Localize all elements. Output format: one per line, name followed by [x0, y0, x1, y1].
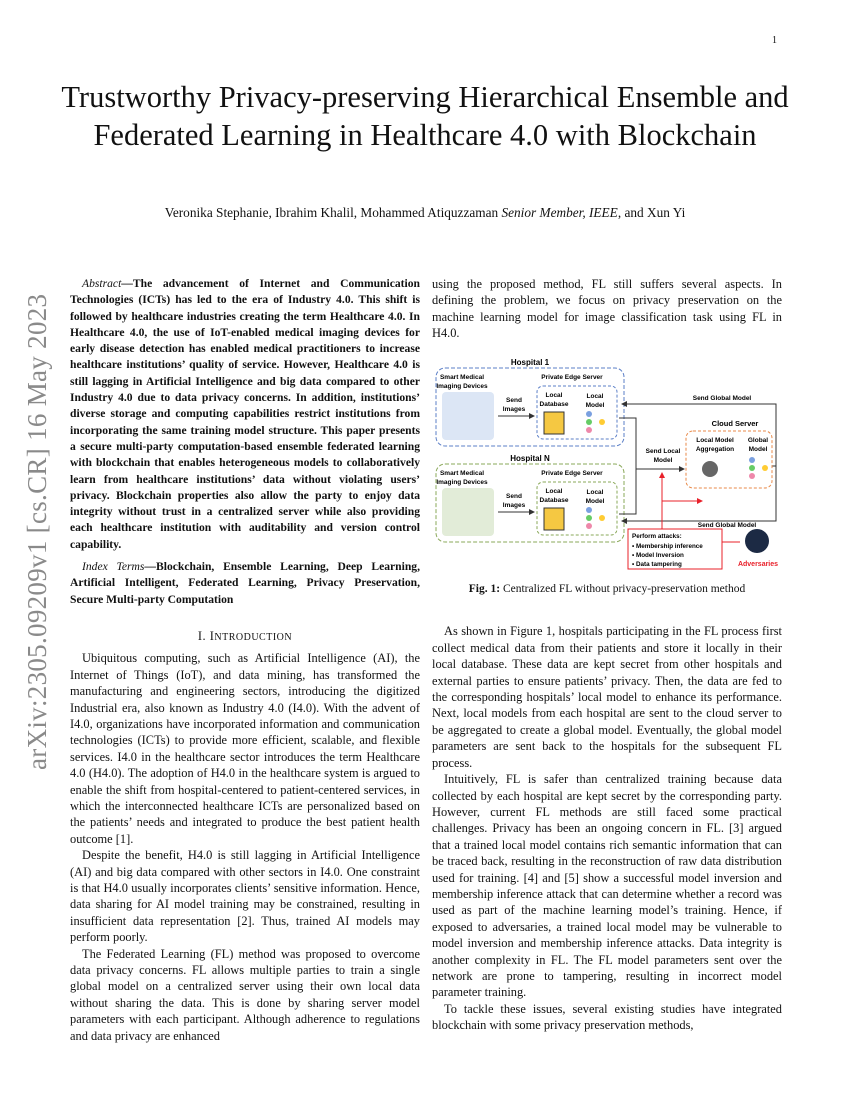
database-icon: [544, 412, 564, 434]
paragraph: The Federated Learning (FL) method was proposed to overcome data privacy concerns. FL allows multiple parties to train a single global model on a centralized server using their own local data without sharing the data. This is done by sharing server model parameters with each participant. Although adherence to regulations and data privacy are enhanced: [70, 946, 420, 1043]
adversaries-label: Adversaries: [737, 560, 779, 568]
neural-net-icon: [586, 411, 605, 433]
abstract-label: Abstract: [82, 277, 122, 290]
send-images-label: Send: [506, 492, 522, 500]
edge-server-label: Private Edge Server: [541, 373, 603, 381]
gear-icon: [702, 461, 718, 477]
devices-label: Imaging Devices: [436, 478, 488, 486]
neural-net-icon: [586, 507, 605, 529]
aggregation-label: Local Model: [696, 436, 734, 444]
global-model-label: Global: [747, 436, 769, 444]
attacks-title: Perform attacks:: [632, 532, 682, 540]
author-tail: , and Xun Yi: [617, 205, 686, 220]
author-names: Veronika Stephanie, Ibrahim Khalil, Mohammed Atiquzzaman: [164, 205, 502, 220]
local-model-label: Local: [586, 488, 604, 496]
paragraph: using the proposed method, FL still suffers several aspects. In defining the problem, we focus on privacy preservation on the machine learning model for image classification task using FL in H4.0.: [432, 277, 782, 341]
send-local-label: Send Local: [645, 447, 681, 455]
edge-server-label: Private Edge Server: [541, 469, 603, 477]
attack-item: • Data tampering: [632, 560, 682, 568]
paragraph: To tackle these issues, several existing studies have integrated blockchain with some privacy preservation methods,: [432, 1001, 782, 1033]
attack-item: • Membership inference: [632, 542, 703, 550]
caption-text: Centralized FL without privacy-preservation method: [500, 583, 746, 596]
paragraph: Despite the benefit, H4.0 is still lagging in Artificial Intelligence (AI) and big data compared with other sectors in I4.0. One constraint is that H4.0 usually incorporates clients’ sensitive information. Hence, data sharing for AI model training may be constrained, resulting in insufficient data representation [2]. Thus, trained AI models may perform poorly.: [70, 848, 420, 945]
local-model-label: Model: [585, 401, 605, 409]
section-title-rest: NTRODUCTION: [214, 631, 293, 643]
aggregation-label: Aggregation: [695, 445, 735, 453]
arxiv-identifier: arXiv:2305.09209v1 [cs.CR] 16 May 2023: [22, 293, 52, 770]
attack-item: • Model Inversion: [632, 551, 684, 559]
local-db-label: Database: [539, 496, 569, 504]
index-terms-label: Index Terms: [82, 560, 145, 574]
database-icon: [544, 508, 564, 530]
index-terms: [70, 559, 420, 608]
local-db-label: Local: [545, 391, 563, 399]
send-global-label: Send Global Model: [692, 394, 752, 402]
send-images-label: Images: [502, 405, 526, 413]
page-number: 1: [772, 35, 777, 46]
figure-caption: [432, 581, 782, 597]
devices-icon: [442, 392, 494, 440]
global-model-label: Model: [748, 445, 768, 453]
paragraph: Ubiquitous computing, such as Artificial Intelligence (AI), the Internet of Things (IoT), and data mining, has transformed the manufacturing and engineering sectors, introducing the digitized Industrial era, also known as Industry 4.0 (I4.0). With the advent of I4.0, organizations have incorporated information and communication technologies (ICTs) to provide more efficient, scalable, and flexible services. I4.0 in the healthcare sector introduces the term Healthcare 4.0 (H4.0). The adoption of H4.0 in the healthcare system is argued to enable the shift from hospital-centered to patient-centered services, in which the interconnected healthcare ICTs are personalized based on the patients’ needs and integrated to produce the best patient health outcome [1].: [70, 651, 420, 846]
paragraph: As shown in Figure 1, hospitals participating in the FL process first collect medical data from their patients and store it locally in their local database. These data are kept secret from other hospitals and external parties to ensure patients’ privacy. Then, the data are fed to the corresponding hospitals’ local model to enhance its performance. Next, local models from each hospital are sent to the cloud server to be aggregated to create a global model. Eventually, the global model parameters are sent back to the hospitals for the subsequent FL process.: [432, 624, 782, 770]
section-heading: [70, 628, 420, 646]
send-images-label: Images: [502, 501, 526, 509]
author-role: Senior Member, IEEE: [501, 205, 618, 220]
hospital-n-label: Hospital N: [510, 453, 550, 463]
local-db-label: Local: [545, 487, 563, 495]
local-model-label: Model: [585, 497, 605, 505]
neural-net-icon: [749, 457, 768, 479]
index-terms-text: —Blockchain, Ensemble Learning, Deep Learning, Artificial Intelligent, Federated Learning, Privacy Preservation, Secure Multi-party Computation: [70, 560, 420, 606]
right-column: [432, 276, 782, 1034]
abstract: [70, 276, 420, 553]
paragraph: Intuitively, FL is safer than centralized training because data collected by each hospital are kept secret by the corresponding party. However, current FL methods are still faced some practical challenges. Privacy has been an ongoing concern in FL. [3] argued that a trained local model contains rich semantic information that can be traced back, resulting in the reconstruction of raw data distribution used for training. [4] and [5] show a successful model inversion and membership inference attack that can determine whether a record was used as part of the machine learning model’s training. Hence, if exposed to adversaries, a trained local model may be vulnerable to model inversion and membership inference attacks. Data integrity is another complexity in FL. The FL model parameters sent over the network are prone to tampering, resulting in incorrect model parameter training.: [432, 772, 782, 1000]
hacker-icon: [745, 529, 769, 553]
caption-label: Fig. 1:: [468, 583, 501, 596]
send-local-label: Model: [653, 456, 673, 464]
devices-label: Imaging Devices: [436, 382, 488, 390]
local-db-label: Database: [539, 400, 569, 408]
figure-1-diagram: [432, 356, 782, 571]
cloud-server-label: Cloud Server: [711, 418, 759, 428]
devices-icon: [442, 488, 494, 536]
local-model-label: Local: [586, 392, 604, 400]
devices-label: Smart Medical: [439, 469, 485, 477]
left-column: [70, 276, 420, 1044]
abstract-text: —The advancement of Internet and Communication Technologies (ICTs) has led to the era of Industry 4.0. This shift is followed by healthcare industries creating the term Healthcare 4.0. In Healthcare 4.0, the use of IoT-enabled medical imaging devices for early disease detection has enabled medical practitioners to increase healthcare institutions’ quality of service. However, Healthcare 4.0 is still lagging in Artificial Intelligence and big data compared to other Industry 4.0 due to data privacy concerns. In addition, institutions’ diverse storage and computing capabilities restrict institutions from incorporating the same training model structure. This paper presents a secure multi-party computation-based ensemble federated learning with blockchain that enables heterogeneous models to collaboratively learn from healthcare institutions’ data without violating users’ privacy. Blockchain properties also allow the party to enjoy data integrity without trust in a centralized server while also providing each healthcare institution with auditability and version control capability.: [70, 277, 420, 551]
send-global-label: Send Global Model: [697, 521, 757, 529]
authors: [40, 205, 810, 221]
hospital-1-label: Hospital 1: [510, 357, 550, 367]
section-number: I.: [197, 628, 210, 643]
section-title-first: I: [209, 628, 215, 643]
send-images-label: Send: [506, 396, 522, 404]
devices-label: Smart Medical: [439, 373, 485, 381]
paper-title: Trustworthy Privacy-preserving Hierarchical Ensemble and Federated Learning in Healthcare 4.0 with Blockchain: [61, 80, 789, 152]
